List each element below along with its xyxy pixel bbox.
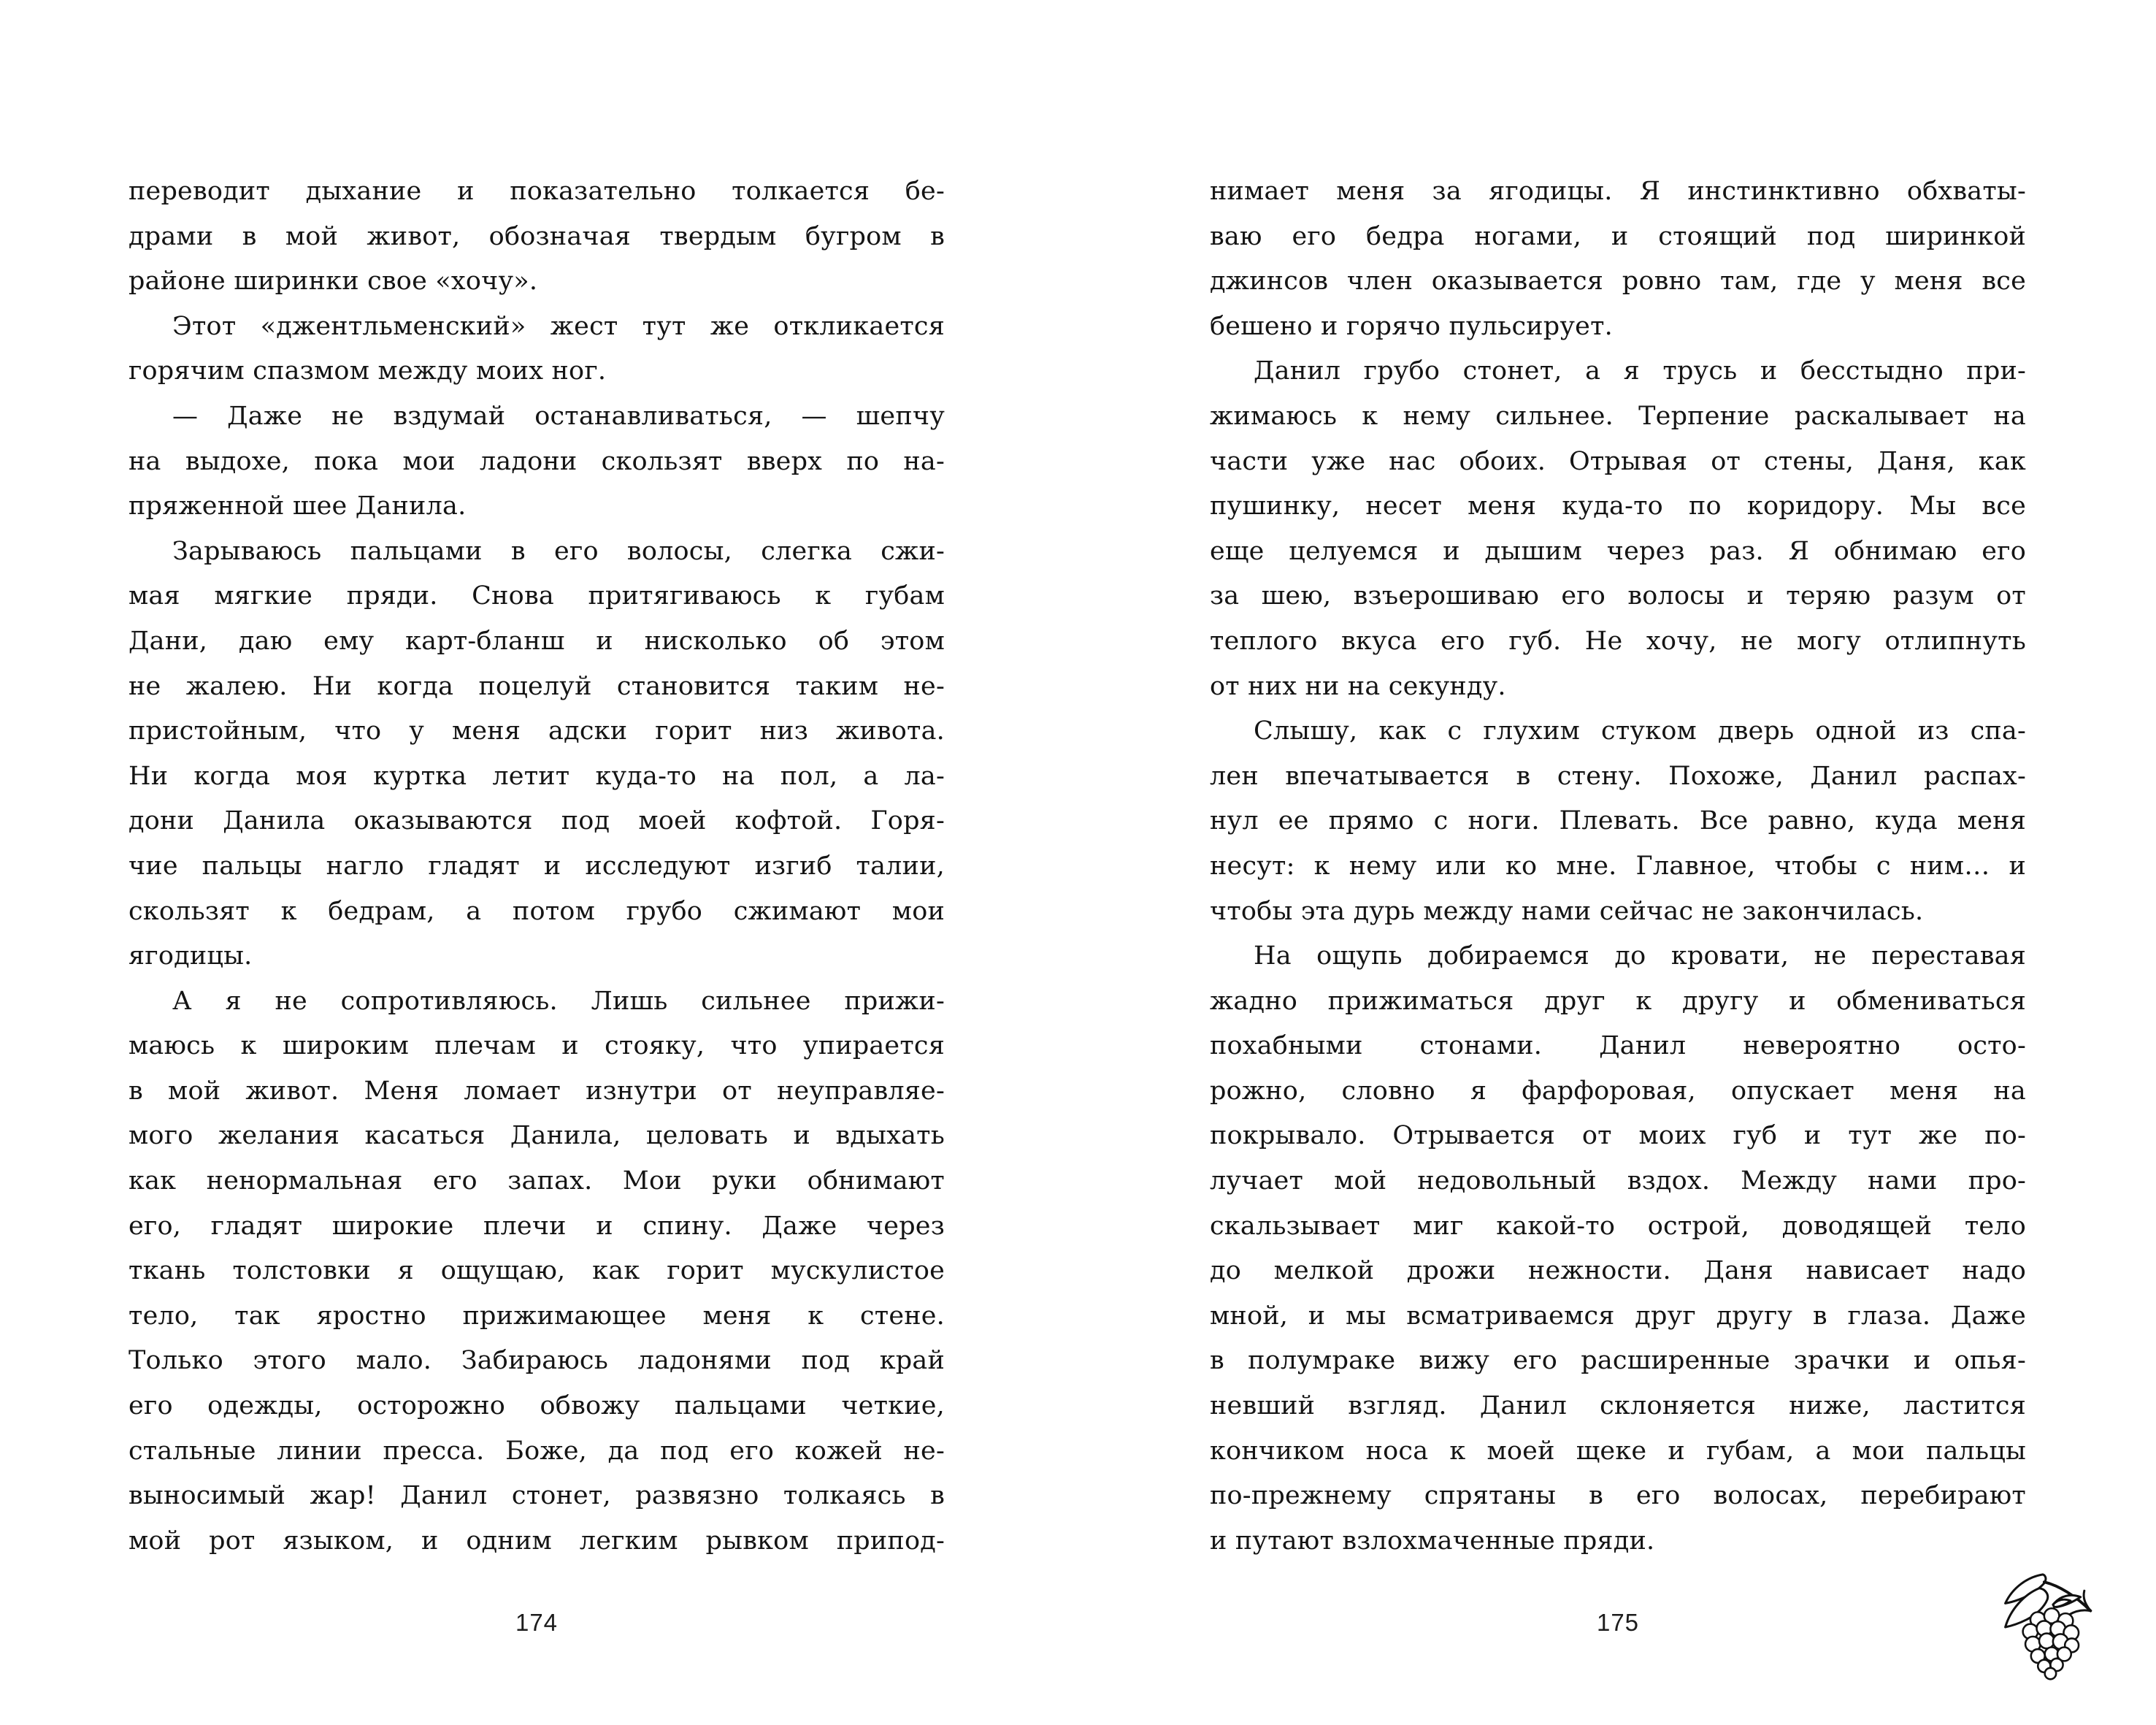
text-line: скальзывает миг какой-то острой, доводящей тело xyxy=(1210,1211,2026,1241)
text-line: ваю его бедра ногами, и стоящий под ширинкой xyxy=(1210,221,2026,251)
text-line: жадно прижиматься друг к другу и обмениваться xyxy=(1210,986,2026,1016)
text-line: На ощупь добираемся до кровати, не переставая xyxy=(1254,941,2026,971)
text-line: выносимый жар! Данил стонет, развязно толкаясь в xyxy=(128,1481,945,1511)
page-number-left: 174 xyxy=(515,1609,559,1636)
text-line: тело, так яростно прижимающее меня к стене. xyxy=(128,1301,945,1331)
text-line: маюсь к широким плечам и стояку, что упирается xyxy=(128,1031,945,1061)
text-line: его, гладят широкие плечи и спину. Даже через xyxy=(128,1211,945,1241)
text-line: и путают взлохмаченные пряди. xyxy=(1210,1526,1655,1556)
text-line: лучает мой недовольный вздох. Между нами про- xyxy=(1210,1166,2026,1196)
page-left-text-column xyxy=(128,169,945,1564)
text-line: на выдохе, пока мои ладони скользят вверх по на- xyxy=(128,446,945,476)
text-line: пристойным, что у меня адски горит низ живота. xyxy=(128,716,945,746)
text-line: ягодицы. xyxy=(128,941,253,971)
text-line: пряженной шее Данила. xyxy=(128,492,467,521)
text-line: ткань толстовки я ощущаю, как горит мускулистое xyxy=(128,1256,945,1286)
text-line: его одежды, осторожно обвожу пальцами четкие, xyxy=(128,1391,945,1421)
page-number-right: 175 xyxy=(1596,1609,1640,1636)
text-line: кончиком носа к моей щеке и губам, а мои пальцы xyxy=(1210,1436,2026,1466)
text-line: чие пальцы нагло гладят и исследуют изгиб талии, xyxy=(128,851,945,881)
text-line: от них ни на секунду. xyxy=(1210,671,1506,701)
text-line: пушинку, несет меня куда-то по коридору. Мы все xyxy=(1210,492,2026,521)
text-line: по-прежнему спрятаны в его волосах, перебирают xyxy=(1210,1481,2026,1511)
text-line: нул ее прямо с ноги. Плевать. Все равно, куда меня xyxy=(1210,806,2026,836)
text-line: в полумраке вижу его расширенные зрачки и опья- xyxy=(1210,1346,2026,1376)
text-line: Зарываюсь пальцами в его волосы, слегка сжи- xyxy=(172,536,945,566)
text-line: скользят к бедрам, а потом грубо сжимают мои xyxy=(128,896,945,926)
text-line: Слышу, как с глухим стуком дверь одной из спа- xyxy=(1254,716,2026,746)
text-line: несут: к нему или ко мне. Главное, чтобы с ним… и xyxy=(1210,851,2026,881)
text-line: до мелкой дрожи нежности. Даня нависает надо xyxy=(1210,1256,2026,1286)
text-line: Этот «джентльменский» жест тут же откликается xyxy=(172,311,945,341)
text-line: теплого вкуса его губ. Не хочу, не могу отлипнуть xyxy=(1210,626,2026,656)
text-line: стальные линии пресса. Боже, да под его кожей не- xyxy=(128,1436,945,1466)
text-line: нимает меня за ягодицы. Я инстинктивно обхваты- xyxy=(1210,177,2026,206)
text-line: Дани, даю ему карт-бланш и нисколько об этом xyxy=(128,626,945,656)
text-line: жимаюсь к нему сильнее. Терпение раскалывает на xyxy=(1210,401,2026,431)
text-line: А я не сопротивляюсь. Лишь сильнее прижи- xyxy=(172,986,945,1016)
text-line: мной, и мы всматриваемся друг другу в глаза. Даже xyxy=(1210,1301,2026,1331)
text-line: дони Данила оказываются под моей кофтой. Горя- xyxy=(128,806,945,836)
text-line: Ни когда моя куртка летит куда-то на пол, а ла- xyxy=(128,761,945,791)
text-line: еще целуемся и дышим через раз. Я обнимаю его xyxy=(1210,536,2026,566)
text-line: Только этого мало. Забираюсь ладонями под край xyxy=(128,1346,945,1376)
text-line: драми в мой живот, обозначая твердым бугром в xyxy=(128,221,945,251)
text-line: горячим спазмом между моих ног. xyxy=(128,356,607,386)
text-line: бешено и горячо пульсирует. xyxy=(1210,311,1613,341)
text-line: части уже нас обоих. Отрывая от стены, Даня, как xyxy=(1210,446,2026,476)
text-line: за шею, взъерошиваю его волосы и теряю разум от xyxy=(1210,581,2026,611)
text-line: рожно, словно я фарфоровая, опускает меня на xyxy=(1210,1076,2026,1106)
text-line: в мой живот. Меня ломает изнутри от неуправляе- xyxy=(128,1076,945,1106)
text-line: Данил грубо стонет, а я трусь и бесстыдно при- xyxy=(1254,356,2026,386)
text-line: переводит дыхание и показательно толкается бе- xyxy=(128,177,945,206)
text-line: чтобы эта дурь между нами сейчас не закончилась. xyxy=(1210,896,1924,926)
text-line: похабными стонами. Данил невероятно осто- xyxy=(1210,1031,2026,1061)
text-line: не жалею. Ни когда поцелуй становится таким не- xyxy=(128,671,945,701)
text-line: мой рот языком, и одним легким рывком припод- xyxy=(128,1526,945,1556)
text-line: невший взгляд. Данил склоняется ниже, ластится xyxy=(1210,1391,2026,1421)
text-line: мого желания касаться Данила, целовать и вдыхать xyxy=(128,1121,945,1151)
text-line: покрывало. Отрывается от моих губ и тут же по- xyxy=(1210,1121,2026,1151)
text-line: мая мягкие пряди. Снова притягиваюсь к губам xyxy=(128,581,945,611)
text-line: — Даже не вздумай останавливаться, — шепчу xyxy=(172,401,945,431)
page-right-text-column xyxy=(1210,169,2026,1564)
text-line: как ненормальная его запах. Мои руки обнимают xyxy=(128,1166,945,1196)
text-line: джинсов член оказывается ровно там, где у меня все xyxy=(1210,267,2026,297)
text-line: районе ширинки свое «хочу». xyxy=(128,267,538,297)
text-line: лен впечатывается в стену. Похоже, Данил распах- xyxy=(1210,761,2026,791)
raspberry-illustration-icon xyxy=(1999,1564,2106,1690)
